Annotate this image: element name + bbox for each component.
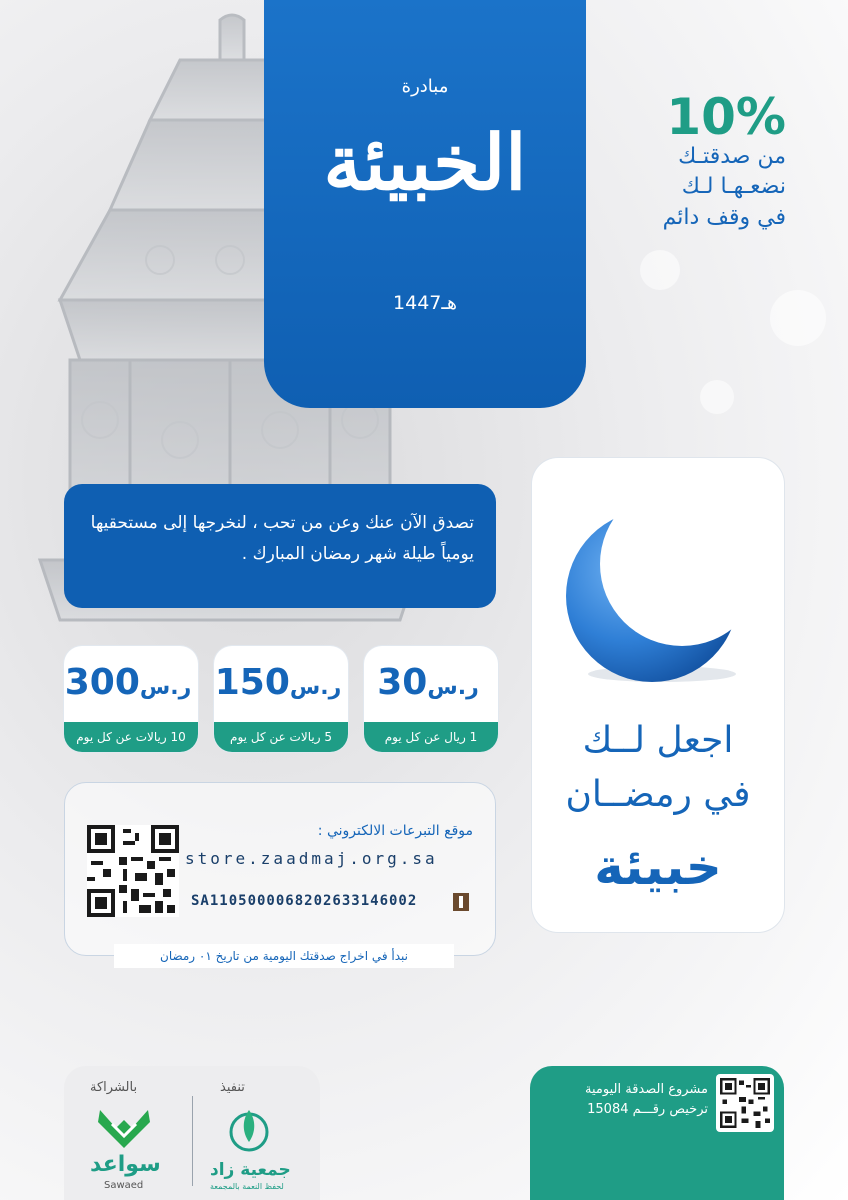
donation-url[interactable]: store.zaadmaj.org.sa: [185, 849, 438, 868]
waqf-highlight: [566, 88, 786, 233]
initiative-name: الخبيئة: [323, 118, 527, 207]
riyal-currency-icon: ر.س: [289, 675, 342, 700]
donation-qr-code[interactable]: [87, 825, 179, 917]
price-card-150[interactable]: [214, 646, 348, 752]
waqf-line-1: من صدقتـك: [678, 144, 786, 169]
project-footer: [530, 1066, 784, 1200]
price-amount: ر.س300: [64, 662, 192, 703]
crescent-moon-icon: [532, 468, 784, 708]
riyal-currency-icon: ر.س: [427, 675, 479, 700]
partners-divider: [192, 1096, 193, 1186]
waqf-line-2: نضعـهـا لـك: [681, 174, 786, 200]
start-date-note: نبدأ في اخراج صدقتك اليومية من تاريخ ٠١ رمضان: [114, 944, 454, 968]
initiative-label: مبادرة: [401, 76, 449, 97]
waqf-line-3: في وقف دائم: [662, 204, 786, 230]
moon-card-line-2: في رمضــان: [565, 774, 751, 815]
bokeh-light: [700, 380, 734, 414]
moon-card-line-1: اجعل لــك: [582, 720, 734, 761]
bokeh-light: [770, 290, 826, 346]
hijri-year: 1447هـ: [393, 292, 457, 314]
donation-message: تصدق الآن عنك وعن من تحب ، لنخرجها إلى مستحقيها يومياً طيلة شهر رمضان المبارك .: [64, 484, 496, 608]
project-name: مشروع الصدقة اليومية: [585, 1082, 708, 1097]
price-amount: ر.س30: [377, 662, 479, 703]
qr-code-icon: [720, 1078, 770, 1128]
sawaed-logo-icon: [94, 1106, 154, 1150]
zaad-name: جمعية زاد: [210, 1160, 291, 1180]
execution-label: تنفيذ: [220, 1080, 245, 1095]
price-amount: ر.س150: [214, 662, 342, 703]
price-per-day: 5 ريالات عن كل يوم: [214, 722, 348, 752]
zaad-logo-icon: [224, 1104, 274, 1154]
sawaed-name: سواعد: [90, 1152, 161, 1177]
project-qr-code[interactable]: [716, 1074, 774, 1132]
iban-number[interactable]: SA1105000068202633146002: [191, 893, 418, 909]
sawaed-english-name: Sawaed: [104, 1180, 144, 1191]
partners-footer: [64, 1066, 320, 1200]
zaad-tagline: لحفظ النعمة بالمجمعة: [210, 1182, 284, 1191]
donation-info-box: [64, 782, 496, 956]
donation-site-label: موقع التبرعات الالكتروني :: [317, 823, 473, 839]
initiative-header-panel: [264, 0, 586, 408]
price-card-300[interactable]: [64, 646, 198, 752]
bank-icon: [453, 893, 469, 911]
price-per-day: 10 ريالات عن كل يوم: [64, 722, 198, 752]
license-number: ترخيص رقـــم 15084: [587, 1102, 708, 1117]
moon-card-line-3: خبيئة: [594, 838, 722, 896]
ramadan-moon-card: [532, 458, 784, 932]
riyal-currency-icon: ر.س: [139, 675, 192, 700]
price-card-30[interactable]: [364, 646, 498, 752]
price-per-day: 1 ريال عن كل يوم: [364, 722, 498, 752]
bokeh-light: [640, 250, 680, 290]
waqf-percent: 10%: [666, 88, 786, 146]
partnership-label: بالشراكة: [90, 1080, 138, 1095]
